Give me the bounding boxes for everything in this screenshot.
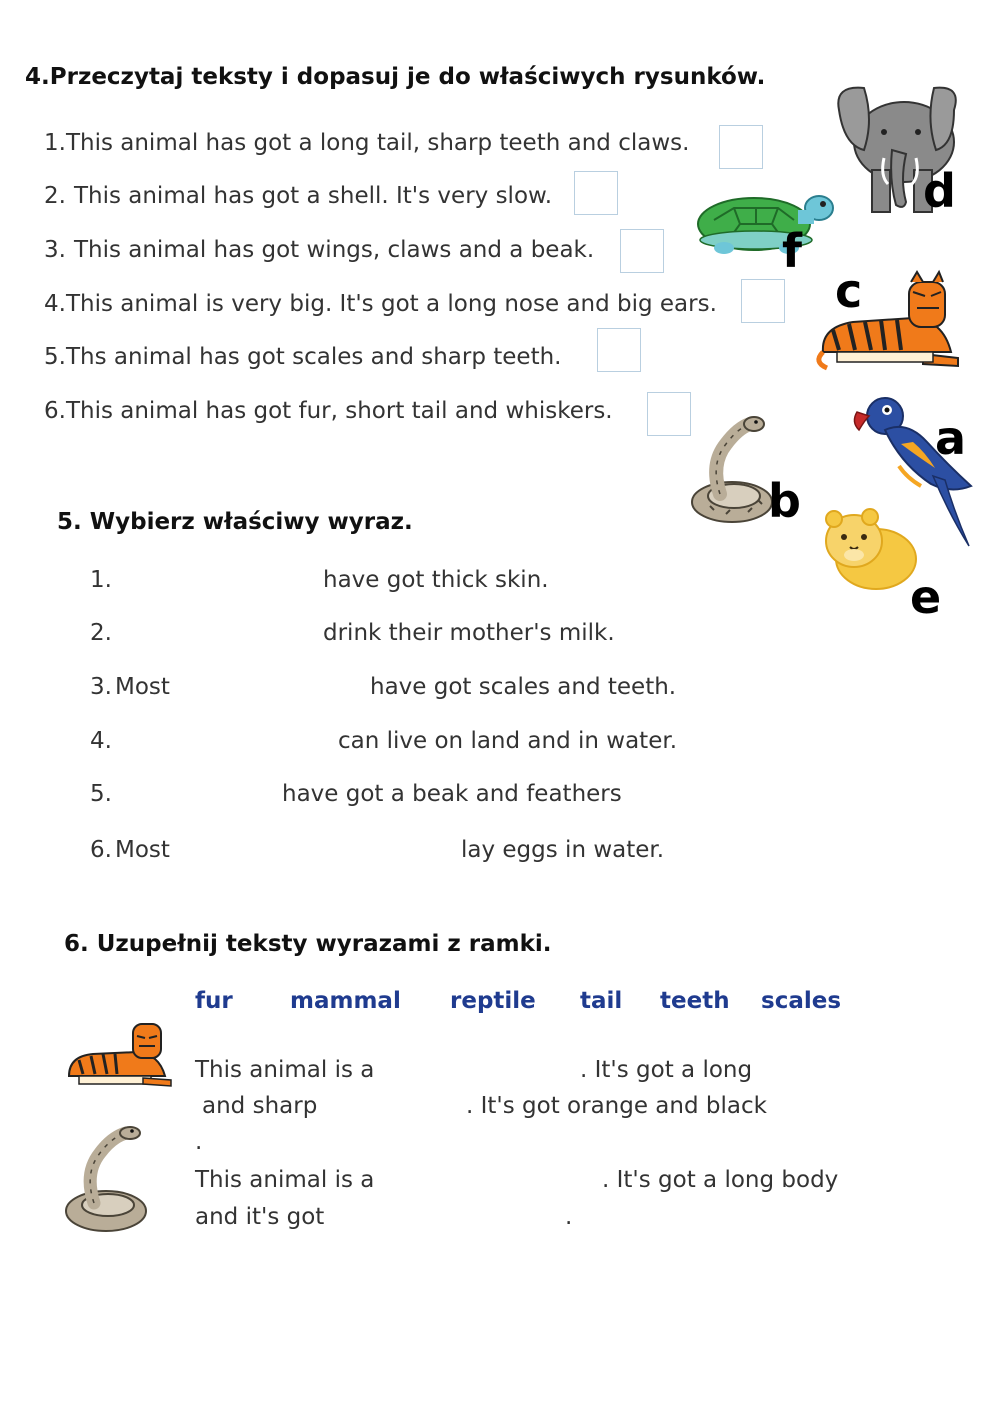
word-bank-scales[interactable]: scales	[761, 988, 842, 1014]
ex4-item-6	[44, 398, 613, 424]
tiger-blank-1[interactable]	[385, 1055, 575, 1085]
ex4-item-number: 1.	[44, 130, 66, 156]
snake-letter: b	[768, 474, 801, 528]
ex4-item-2	[44, 183, 552, 209]
tiger-small-icon	[63, 1018, 173, 1088]
ex5-item-6-number: 6.	[90, 837, 112, 863]
ex4-item-text: This animal has got fur, short tail and whiskers.	[65, 398, 613, 424]
ex4-item-number: 4.	[44, 291, 66, 317]
exercise-6-title: 6. Uzupełnij teksty wyrazami z ramki.	[64, 931, 552, 957]
ex5-item-1-number: 1.	[90, 567, 112, 593]
ex4-answer-box-5[interactable]	[597, 328, 641, 372]
word-bank-tail[interactable]: tail	[580, 988, 623, 1014]
ex5-item-1-text: have got thick skin.	[323, 567, 549, 593]
ex5-item-3-prefix: Most	[115, 674, 170, 700]
snake-icon	[690, 414, 774, 526]
snake-text-b: . It's got a long body	[602, 1167, 839, 1193]
ex5-item-5-number: 5.	[90, 781, 112, 807]
ex4-item-1	[44, 130, 689, 156]
ex5-blank-6[interactable]	[182, 835, 452, 865]
word-bank-teeth[interactable]: teeth	[660, 988, 730, 1014]
ex4-item-number: 6.	[44, 398, 66, 424]
ex5-blank-1[interactable]	[120, 565, 315, 595]
ex5-blank-4[interactable]	[120, 726, 330, 756]
tiger-text-a: This animal is a	[195, 1057, 375, 1083]
ex5-item-6-prefix: Most	[115, 837, 170, 863]
turtle-letter: f	[782, 224, 803, 278]
snake-blank-2[interactable]	[335, 1202, 560, 1232]
ex4-answer-box-3[interactable]	[620, 229, 664, 273]
ex5-item-4-text: can live on land and in water.	[338, 728, 678, 754]
word-bank-fur[interactable]: fur	[195, 988, 233, 1014]
ex5-item-6-text: lay eggs in water.	[461, 837, 665, 863]
ex5-item-3-number: 3.	[90, 674, 112, 700]
snake-text-a: This animal is a	[195, 1167, 375, 1193]
ex4-item-5	[44, 344, 562, 370]
ex4-item-text: This animal has got a long tail, sharp teeth and claws.	[65, 130, 690, 156]
ex4-item-number: 2.	[44, 183, 66, 209]
tiger-text-c: and sharp	[202, 1093, 318, 1119]
ex4-answer-box-2[interactable]	[574, 171, 618, 215]
ex5-blank-2[interactable]	[120, 618, 315, 648]
elephant-letter: d	[923, 164, 956, 218]
ex5-blank-3[interactable]	[182, 672, 362, 702]
ex4-answer-box-6[interactable]	[647, 392, 691, 436]
tiger-blank-2[interactable]	[330, 1091, 460, 1121]
ex4-item-text: This animal has got wings, claws and a beak.	[73, 237, 595, 263]
hamster-icon	[820, 503, 920, 591]
ex4-item-text: This animal is very big. It's got a long nose and big ears.	[65, 291, 717, 317]
ex4-item-4	[44, 291, 717, 317]
ex5-item-5-text: have got a beak and feathers	[282, 781, 622, 807]
ex4-item-3	[44, 237, 594, 263]
tiger-text-b: . It's got a long	[580, 1057, 753, 1083]
tiger-letter: c	[835, 264, 863, 318]
hamster-letter: e	[910, 570, 942, 624]
exercise-4-title: 4.Przeczytaj teksty i dopasuj je do właściwych rysunków.	[25, 64, 766, 90]
ex5-item-4-number: 4.	[90, 728, 112, 754]
snake-text-d: .	[565, 1204, 573, 1230]
ex4-item-text: This animal has got a shell. It's very slow.	[73, 183, 553, 209]
tiger-text-d: . It's got orange and black	[466, 1093, 767, 1119]
ex5-blank-5[interactable]	[120, 779, 275, 809]
parrot-letter: a	[935, 411, 967, 465]
ex4-item-text: Ths animal has got scales and sharp teeth.	[65, 344, 562, 370]
snake-blank-1[interactable]	[385, 1165, 595, 1195]
tiger-text-e: .	[195, 1129, 203, 1155]
turtle-icon	[694, 190, 839, 255]
ex5-item-2-number: 2.	[90, 620, 112, 646]
snake-small-icon	[64, 1125, 148, 1235]
word-bank-mammal[interactable]: mammal	[290, 988, 401, 1014]
exercise-5-title: 5. Wybierz właściwy wyraz.	[57, 509, 413, 535]
ex4-item-number: 5.	[44, 344, 66, 370]
ex5-item-3-text: have got scales and teeth.	[370, 674, 677, 700]
ex4-answer-box-1[interactable]	[719, 125, 763, 169]
ex5-item-2-text: drink their mother's milk.	[323, 620, 615, 646]
ex4-answer-box-4[interactable]	[741, 279, 785, 323]
ex4-item-number: 3.	[44, 237, 66, 263]
word-bank-reptile[interactable]: reptile	[450, 988, 536, 1014]
snake-text-c: and it's got	[195, 1204, 325, 1230]
